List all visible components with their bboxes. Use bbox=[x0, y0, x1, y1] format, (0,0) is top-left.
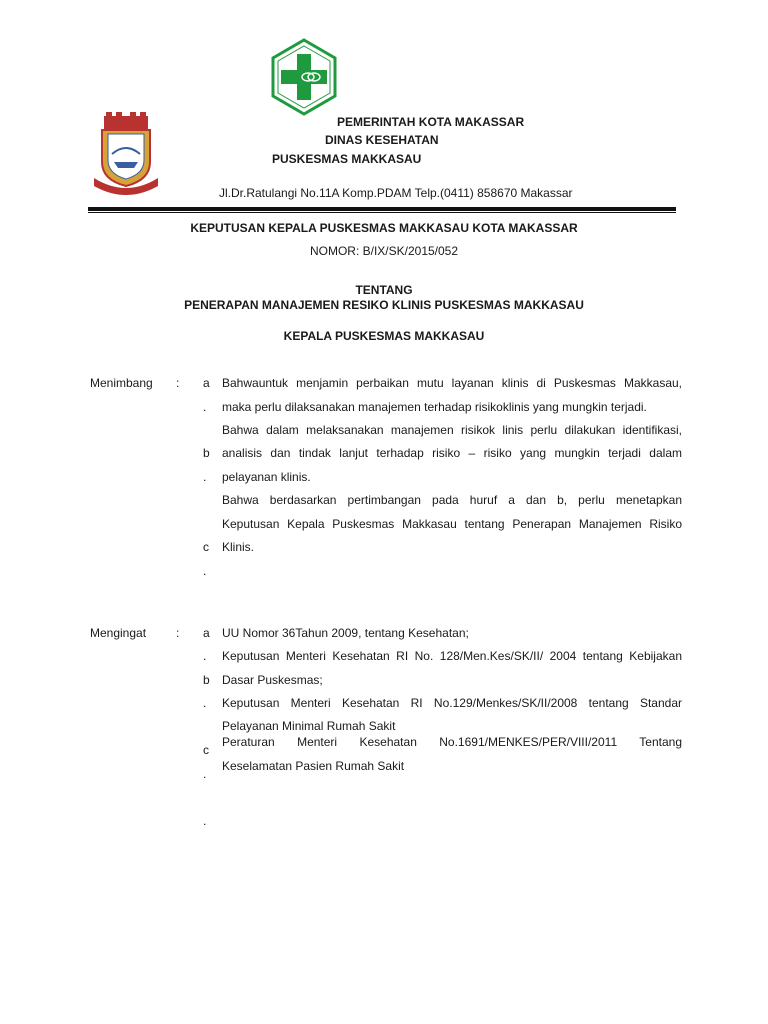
list-marker: b bbox=[203, 446, 210, 460]
header-government: PEMERINTAH KOTA MAKASSAR bbox=[337, 115, 525, 129]
menimbang-line: analisis dan tindak lanjut terhadap risiko – risiko yang mungkin terjadi dalam bbox=[222, 446, 682, 460]
mengingat-colon: : bbox=[176, 626, 180, 640]
list-marker: . bbox=[203, 470, 207, 484]
mengingat-label: Mengingat bbox=[90, 626, 147, 640]
mengingat-line: Keselamatan Pasien Rumah Sakit bbox=[222, 759, 405, 773]
menimbang-line: Bahwa dalam melaksanakan manajemen risikok linis perlu dilakukan identifikasi, bbox=[222, 423, 682, 437]
mengingat-line: Keputusan Menteri Kesehatan RI No.129/Menkes/SK/II/2008 tentang Standar bbox=[222, 696, 682, 710]
menimbang-line: Klinis. bbox=[222, 540, 255, 554]
menimbang-line: Bahwauntuk menjamin perbaikan mutu layanan klinis di Puskesmas Makkasau, bbox=[222, 376, 682, 390]
list-marker: c bbox=[203, 743, 209, 757]
header-institution: PUSKESMAS MAKKASAU bbox=[272, 152, 422, 166]
decree-about: TENTANG bbox=[355, 283, 413, 297]
list-marker: a bbox=[203, 376, 210, 390]
decree-number: NOMOR: B/IX/SK/2015/052 bbox=[309, 244, 459, 258]
menimbang-line: Bahwa berdasarkan pertimbangan pada huruf a dan b, perlu menetapkan bbox=[222, 493, 682, 507]
mengingat-line: Dasar Puskesmas; bbox=[222, 673, 323, 687]
decree-subject: PENERAPAN MANAJEMEN RESIKO KLINIS PUSKESMAS MAKKASAU bbox=[184, 298, 584, 312]
list-marker: . bbox=[203, 564, 207, 578]
menimbang-label: Menimbang bbox=[90, 376, 153, 390]
decree-official: KEPALA PUSKESMAS MAKKASAU bbox=[283, 329, 485, 343]
decree-title: KEPUTUSAN KEPALA PUSKESMAS MAKKASAU KOTA MAKASSAR bbox=[190, 221, 578, 235]
menimbang-line: Keputusan Kepala Puskesmas Makkasau tentang Penerapan Manajemen Risiko bbox=[222, 517, 682, 531]
header-divider-thick bbox=[88, 207, 676, 211]
mengingat-line: Keputusan Menteri Kesehatan RI No. 128/Men.Kes/SK/II/ 2004 tentang Kebijakan bbox=[222, 649, 682, 663]
header-department: DINAS KESEHATAN bbox=[325, 133, 439, 147]
mengingat-line: UU Nomor 36Tahun 2009, tentang Kesehatan; bbox=[222, 626, 469, 640]
list-marker: a bbox=[203, 626, 210, 640]
mengingat-line: Pelayanan Minimal Rumah Sakit bbox=[222, 719, 396, 733]
puskesmas-logo-icon bbox=[270, 38, 338, 116]
list-marker: . bbox=[203, 400, 207, 414]
list-marker: . bbox=[203, 814, 207, 828]
list-marker: . bbox=[203, 649, 207, 663]
list-marker: . bbox=[203, 767, 207, 781]
header-divider-thin bbox=[88, 212, 676, 213]
menimbang-line: pelayanan klinis. bbox=[222, 470, 311, 484]
makassar-emblem-icon bbox=[92, 112, 160, 196]
list-marker: b bbox=[203, 673, 210, 687]
list-marker: . bbox=[203, 696, 207, 710]
menimbang-line: maka perlu dilaksanakan manajemen terhadap risikoklinis yang mungkin terjadi. bbox=[222, 400, 647, 414]
mengingat-line: Peraturan Menteri Kesehatan No.1691/MENKES/PER/VIII/2011 Tentang bbox=[222, 735, 682, 749]
header-address: Jl.Dr.Ratulangi No.11A Komp.PDAM Telp.(0411) 858670 Makassar bbox=[219, 186, 573, 200]
list-marker: c bbox=[203, 540, 209, 554]
menimbang-colon: : bbox=[176, 376, 180, 390]
